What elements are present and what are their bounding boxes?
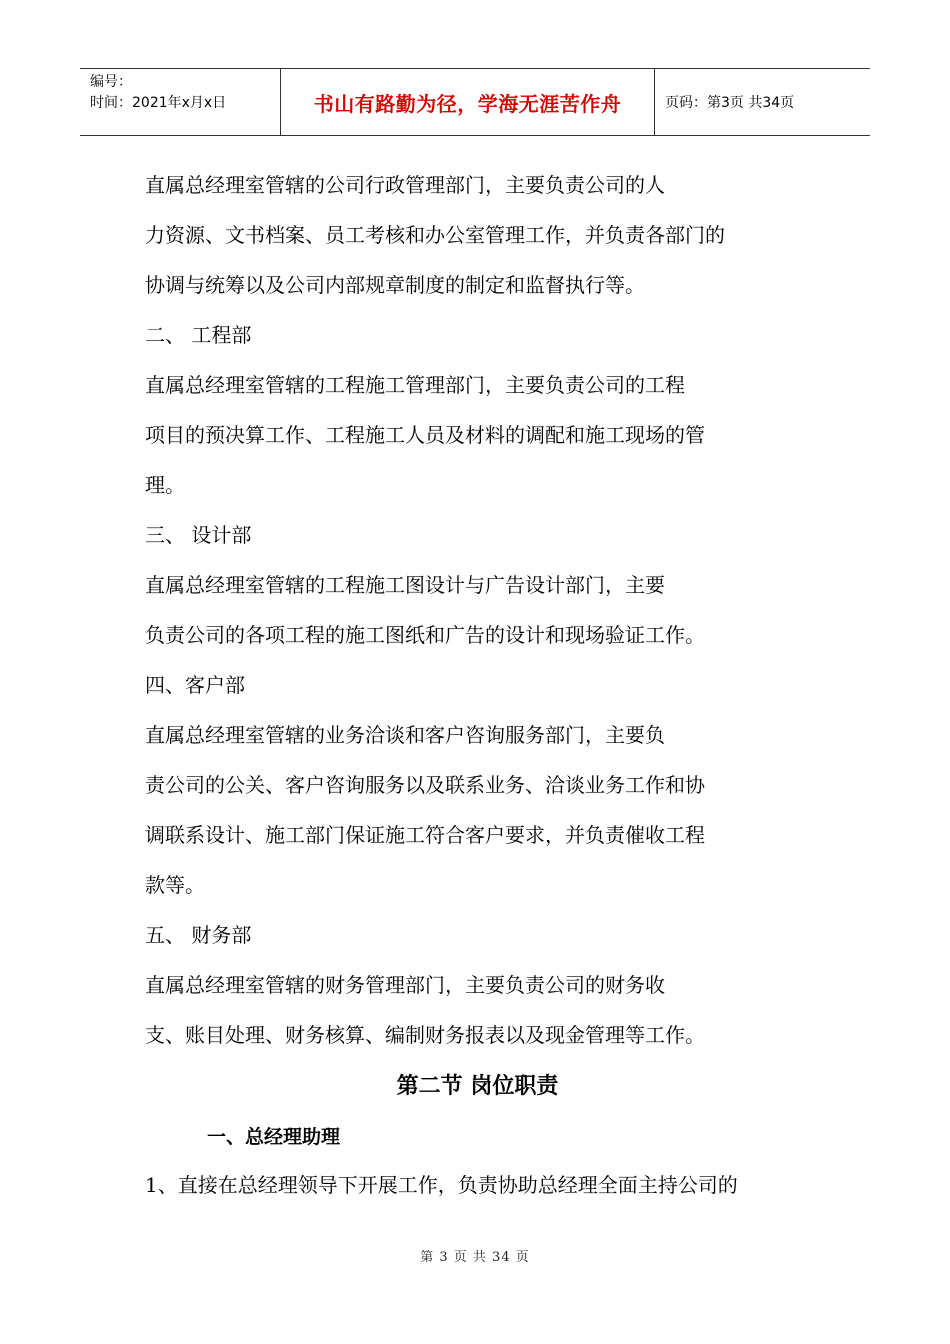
paragraph-line: 1、直接在总经理领导下开展工作，负责协助总经理全面主持公司的 <box>145 1173 738 1197</box>
section-title: 第二节 岗位职责 <box>396 1074 559 1099</box>
paragraph-line: 理。 <box>145 473 185 497</box>
header-page-info: 页码：第3页 共34页 <box>665 95 795 111</box>
document-time-label: 时间：2021年x月x日 <box>90 95 227 111</box>
header-motto: 书山有路勤为径，学海无涯苦作舟 <box>281 69 655 135</box>
paragraph-line: 调联系设计、施工部门保证施工符合客户要求，并负责催收工程 <box>145 823 705 847</box>
paragraph-line: 协调与统筹以及公司内部规章制度的制定和监督执行等。 <box>145 273 645 297</box>
sub-title: 一、总经理助理 <box>207 1126 341 1148</box>
paragraph-line: 直属总经理室管辖的业务洽谈和客户咨询服务部门，主要负 <box>145 723 665 747</box>
document-header <box>80 68 870 136</box>
department-heading: 四、客户部 <box>145 673 245 697</box>
header-meta <box>80 69 281 135</box>
document-number-label: 编号： <box>90 74 132 90</box>
paragraph-line: 款等。 <box>145 873 205 897</box>
department-heading: 二、 工程部 <box>145 323 252 347</box>
paragraph-line: 负责公司的各项工程的施工图纸和广告的设计和现场验证工作。 <box>145 623 705 647</box>
department-heading: 三、 设计部 <box>145 523 252 547</box>
paragraph-line: 力资源、文书档案、员工考核和办公室管理工作，并负责各部门的 <box>145 223 725 247</box>
paragraph-line: 直属总经理室管辖的公司行政管理部门，主要负责公司的人 <box>145 173 665 197</box>
paragraph-line: 项目的预决算工作、工程施工人员及材料的调配和施工现场的管 <box>145 423 705 447</box>
department-heading: 五、 财务部 <box>145 923 252 947</box>
page-footer: 第 3 页 共 34 页 <box>420 1250 530 1265</box>
paragraph-line: 直属总经理室管辖的工程施工图设计与广告设计部门，主要 <box>145 573 665 597</box>
paragraph-line: 直属总经理室管辖的工程施工管理部门，主要负责公司的工程 <box>145 373 685 397</box>
paragraph-line: 责公司的公关、客户咨询服务以及联系业务、洽谈业务工作和协 <box>145 773 705 797</box>
document-body <box>145 160 825 1210</box>
paragraph-line: 支、账目处理、财务核算、编制财务报表以及现金管理等工作。 <box>145 1023 705 1047</box>
paragraph-line: 直属总经理室管辖的财务管理部门，主要负责公司的财务收 <box>145 973 665 997</box>
